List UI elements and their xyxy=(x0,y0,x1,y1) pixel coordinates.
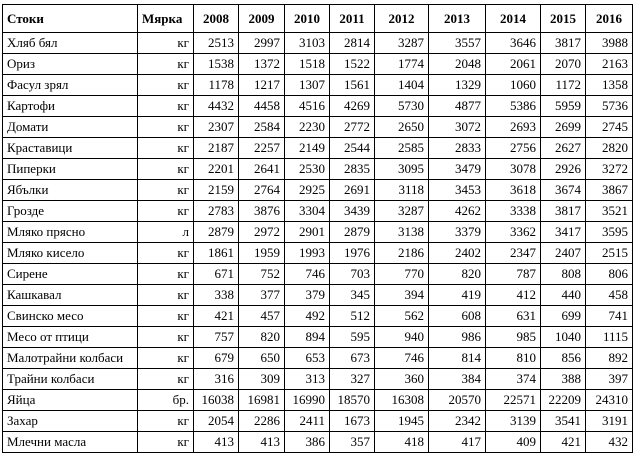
unit-cell: кг xyxy=(138,117,194,138)
product-name-cell: Захар xyxy=(3,411,138,432)
value-cell: 3139 xyxy=(486,411,541,432)
value-cell: 1993 xyxy=(285,243,330,264)
value-cell: 338 xyxy=(194,285,239,306)
value-cell: 856 xyxy=(541,348,586,369)
value-cell: 16990 xyxy=(285,390,330,411)
product-name-cell: Месо от птици xyxy=(3,327,138,348)
value-cell: 2048 xyxy=(429,54,486,75)
value-cell: 3817 xyxy=(541,201,586,222)
value-cell: 512 xyxy=(330,306,375,327)
value-cell: 3618 xyxy=(486,180,541,201)
unit-cell: кг xyxy=(138,306,194,327)
value-cell: 2879 xyxy=(330,222,375,243)
value-cell: 810 xyxy=(486,348,541,369)
value-cell: 492 xyxy=(285,306,330,327)
value-cell: 3674 xyxy=(541,180,586,201)
product-name-cell: Малотрайни колбаси xyxy=(3,348,138,369)
value-cell: 5386 xyxy=(486,96,541,117)
unit-cell: кг xyxy=(138,243,194,264)
value-cell: 741 xyxy=(586,306,633,327)
value-cell: 3095 xyxy=(375,159,429,180)
product-name-cell: Трайни колбаси xyxy=(3,369,138,390)
value-cell: 4432 xyxy=(194,96,239,117)
value-cell: 892 xyxy=(586,348,633,369)
product-name-cell: Кашкавал xyxy=(3,285,138,306)
value-cell: 808 xyxy=(541,264,586,285)
table-row xyxy=(3,390,633,411)
value-cell: 4458 xyxy=(239,96,285,117)
table-row xyxy=(3,369,633,390)
unit-cell: кг xyxy=(138,75,194,96)
table-row xyxy=(3,117,633,138)
unit-cell: кг xyxy=(138,264,194,285)
value-cell: 746 xyxy=(375,348,429,369)
value-cell: 2347 xyxy=(486,243,541,264)
value-cell: 4269 xyxy=(330,96,375,117)
value-cell: 3304 xyxy=(285,201,330,222)
value-cell: 3557 xyxy=(429,33,486,54)
unit-cell: кг xyxy=(138,96,194,117)
value-cell: 16038 xyxy=(194,390,239,411)
value-cell: 3417 xyxy=(541,222,586,243)
value-cell: 1372 xyxy=(239,54,285,75)
table-row xyxy=(3,285,633,306)
value-cell: 2513 xyxy=(194,33,239,54)
value-cell: 699 xyxy=(541,306,586,327)
value-cell: 316 xyxy=(194,369,239,390)
value-cell: 1358 xyxy=(586,75,633,96)
value-cell: 2402 xyxy=(429,243,486,264)
table-row xyxy=(3,201,633,222)
value-cell: 2584 xyxy=(239,117,285,138)
product-name-cell: Картофи xyxy=(3,96,138,117)
header-year: 2015 xyxy=(541,5,586,33)
unit-cell: л xyxy=(138,222,194,243)
value-cell: 1561 xyxy=(330,75,375,96)
value-cell: 16308 xyxy=(375,390,429,411)
value-cell: 1172 xyxy=(541,75,586,96)
value-cell: 313 xyxy=(285,369,330,390)
value-cell: 2530 xyxy=(285,159,330,180)
value-cell: 3439 xyxy=(330,201,375,222)
table-row xyxy=(3,222,633,243)
table-row xyxy=(3,264,633,285)
value-cell: 3379 xyxy=(429,222,486,243)
value-cell: 746 xyxy=(285,264,330,285)
value-cell: 562 xyxy=(375,306,429,327)
value-cell: 2972 xyxy=(239,222,285,243)
value-cell: 1217 xyxy=(239,75,285,96)
table-row xyxy=(3,306,633,327)
value-cell: 2650 xyxy=(375,117,429,138)
table-row xyxy=(3,159,633,180)
value-cell: 2693 xyxy=(486,117,541,138)
unit-cell: кг xyxy=(138,432,194,453)
product-name-cell: Яйца xyxy=(3,390,138,411)
value-cell: 2879 xyxy=(194,222,239,243)
value-cell: 412 xyxy=(486,285,541,306)
value-cell: 397 xyxy=(586,369,633,390)
value-cell: 413 xyxy=(194,432,239,453)
value-cell: 985 xyxy=(486,327,541,348)
table-row xyxy=(3,411,633,432)
unit-cell: бр. xyxy=(138,390,194,411)
data-table xyxy=(2,4,633,453)
value-cell: 1060 xyxy=(486,75,541,96)
value-cell: 4516 xyxy=(285,96,330,117)
product-name-cell: Фасул зрял xyxy=(3,75,138,96)
value-cell: 417 xyxy=(429,432,486,453)
value-cell: 2061 xyxy=(486,54,541,75)
product-name-cell: Сирене xyxy=(3,264,138,285)
value-cell: 2820 xyxy=(586,138,633,159)
value-cell: 3595 xyxy=(586,222,633,243)
value-cell: 757 xyxy=(194,327,239,348)
value-cell: 345 xyxy=(330,285,375,306)
value-cell: 2641 xyxy=(239,159,285,180)
unit-cell: кг xyxy=(138,138,194,159)
unit-cell: кг xyxy=(138,180,194,201)
value-cell: 2835 xyxy=(330,159,375,180)
value-cell: 418 xyxy=(375,432,429,453)
value-cell: 1115 xyxy=(586,327,633,348)
value-cell: 3988 xyxy=(586,33,633,54)
product-name-cell: Ябълки xyxy=(3,180,138,201)
value-cell: 327 xyxy=(330,369,375,390)
value-cell: 2342 xyxy=(429,411,486,432)
header-product: Стоки xyxy=(3,5,138,33)
value-cell: 2926 xyxy=(541,159,586,180)
value-cell: 2745 xyxy=(586,117,633,138)
value-cell: 440 xyxy=(541,285,586,306)
value-cell: 18570 xyxy=(330,390,375,411)
value-cell: 2515 xyxy=(586,243,633,264)
unit-cell: кг xyxy=(138,33,194,54)
value-cell: 2070 xyxy=(541,54,586,75)
unit-cell: кг xyxy=(138,369,194,390)
value-cell: 820 xyxy=(239,327,285,348)
table-row xyxy=(3,33,633,54)
unit-cell: кг xyxy=(138,327,194,348)
value-cell: 22571 xyxy=(486,390,541,411)
value-cell: 360 xyxy=(375,369,429,390)
table-row xyxy=(3,348,633,369)
value-cell: 421 xyxy=(541,432,586,453)
value-cell: 4262 xyxy=(429,201,486,222)
value-cell: 419 xyxy=(429,285,486,306)
table-container xyxy=(2,4,633,453)
value-cell: 2407 xyxy=(541,243,586,264)
value-cell: 3103 xyxy=(285,33,330,54)
table-row xyxy=(3,96,633,117)
value-cell: 432 xyxy=(586,432,633,453)
value-cell: 3118 xyxy=(375,180,429,201)
product-name-cell: Хляб бял xyxy=(3,33,138,54)
value-cell: 770 xyxy=(375,264,429,285)
value-cell: 394 xyxy=(375,285,429,306)
value-cell: 650 xyxy=(239,348,285,369)
product-name-cell: Домати xyxy=(3,117,138,138)
value-cell: 2149 xyxy=(285,138,330,159)
value-cell: 2201 xyxy=(194,159,239,180)
value-cell: 2411 xyxy=(285,411,330,432)
value-cell: 2286 xyxy=(239,411,285,432)
value-cell: 2307 xyxy=(194,117,239,138)
unit-cell: кг xyxy=(138,348,194,369)
value-cell: 3287 xyxy=(375,33,429,54)
product-name-cell: Пиперки xyxy=(3,159,138,180)
value-cell: 814 xyxy=(429,348,486,369)
table-row xyxy=(3,75,633,96)
header-year: 2008 xyxy=(194,5,239,33)
value-cell: 653 xyxy=(285,348,330,369)
value-cell: 631 xyxy=(486,306,541,327)
product-name-cell: Краставици xyxy=(3,138,138,159)
value-cell: 24310 xyxy=(586,390,633,411)
value-cell: 421 xyxy=(194,306,239,327)
header-year: 2009 xyxy=(239,5,285,33)
product-name-cell: Млечни масла xyxy=(3,432,138,453)
value-cell: 3867 xyxy=(586,180,633,201)
value-cell: 2159 xyxy=(194,180,239,201)
value-cell: 2187 xyxy=(194,138,239,159)
value-cell: 3521 xyxy=(586,201,633,222)
header-year: 2013 xyxy=(429,5,486,33)
value-cell: 3287 xyxy=(375,201,429,222)
value-cell: 1329 xyxy=(429,75,486,96)
value-cell: 357 xyxy=(330,432,375,453)
value-cell: 384 xyxy=(429,369,486,390)
value-cell: 1518 xyxy=(285,54,330,75)
value-cell: 413 xyxy=(239,432,285,453)
value-cell: 787 xyxy=(486,264,541,285)
value-cell: 3272 xyxy=(586,159,633,180)
value-cell: 2163 xyxy=(586,54,633,75)
value-cell: 2833 xyxy=(429,138,486,159)
value-cell: 1040 xyxy=(541,327,586,348)
value-cell: 2772 xyxy=(330,117,375,138)
value-cell: 1945 xyxy=(375,411,429,432)
value-cell: 1538 xyxy=(194,54,239,75)
unit-cell: кг xyxy=(138,411,194,432)
value-cell: 457 xyxy=(239,306,285,327)
value-cell: 2054 xyxy=(194,411,239,432)
value-cell: 1959 xyxy=(239,243,285,264)
value-cell: 3362 xyxy=(486,222,541,243)
table-row xyxy=(3,432,633,453)
value-cell: 1522 xyxy=(330,54,375,75)
product-name-cell: Мляко прясно xyxy=(3,222,138,243)
value-cell: 1404 xyxy=(375,75,429,96)
value-cell: 2925 xyxy=(285,180,330,201)
value-cell: 2627 xyxy=(541,138,586,159)
unit-cell: кг xyxy=(138,54,194,75)
table-row xyxy=(3,138,633,159)
value-cell: 1178 xyxy=(194,75,239,96)
header-year: 2016 xyxy=(586,5,633,33)
value-cell: 5959 xyxy=(541,96,586,117)
product-name-cell: Грозде xyxy=(3,201,138,222)
value-cell: 894 xyxy=(285,327,330,348)
table-row xyxy=(3,243,633,264)
value-cell: 377 xyxy=(239,285,285,306)
unit-cell: кг xyxy=(138,201,194,222)
value-cell: 3479 xyxy=(429,159,486,180)
value-cell: 2585 xyxy=(375,138,429,159)
value-cell: 3078 xyxy=(486,159,541,180)
value-cell: 679 xyxy=(194,348,239,369)
value-cell: 5736 xyxy=(586,96,633,117)
value-cell: 388 xyxy=(541,369,586,390)
value-cell: 671 xyxy=(194,264,239,285)
unit-cell: кг xyxy=(138,285,194,306)
value-cell: 940 xyxy=(375,327,429,348)
value-cell: 820 xyxy=(429,264,486,285)
value-cell: 2764 xyxy=(239,180,285,201)
value-cell: 2814 xyxy=(330,33,375,54)
value-cell: 3072 xyxy=(429,117,486,138)
value-cell: 2997 xyxy=(239,33,285,54)
value-cell: 309 xyxy=(239,369,285,390)
value-cell: 2257 xyxy=(239,138,285,159)
value-cell: 2756 xyxy=(486,138,541,159)
header-unit: Мярка xyxy=(138,5,194,33)
value-cell: 1774 xyxy=(375,54,429,75)
value-cell: 3138 xyxy=(375,222,429,243)
value-cell: 1673 xyxy=(330,411,375,432)
value-cell: 3191 xyxy=(586,411,633,432)
header-row xyxy=(3,5,633,33)
unit-cell: кг xyxy=(138,159,194,180)
header-year: 2010 xyxy=(285,5,330,33)
value-cell: 703 xyxy=(330,264,375,285)
table-row xyxy=(3,327,633,348)
value-cell: 806 xyxy=(586,264,633,285)
value-cell: 3876 xyxy=(239,201,285,222)
value-cell: 5730 xyxy=(375,96,429,117)
value-cell: 986 xyxy=(429,327,486,348)
value-cell: 4877 xyxy=(429,96,486,117)
value-cell: 379 xyxy=(285,285,330,306)
header-year: 2012 xyxy=(375,5,429,33)
value-cell: 22209 xyxy=(541,390,586,411)
value-cell: 3338 xyxy=(486,201,541,222)
value-cell: 458 xyxy=(586,285,633,306)
value-cell: 374 xyxy=(486,369,541,390)
value-cell: 16981 xyxy=(239,390,285,411)
product-name-cell: Свинско месо xyxy=(3,306,138,327)
value-cell: 673 xyxy=(330,348,375,369)
product-name-cell: Мляко кисело xyxy=(3,243,138,264)
value-cell: 2691 xyxy=(330,180,375,201)
value-cell: 3541 xyxy=(541,411,586,432)
header-year: 2014 xyxy=(486,5,541,33)
value-cell: 2699 xyxy=(541,117,586,138)
table-row xyxy=(3,54,633,75)
value-cell: 3453 xyxy=(429,180,486,201)
value-cell: 595 xyxy=(330,327,375,348)
value-cell: 20570 xyxy=(429,390,486,411)
value-cell: 2783 xyxy=(194,201,239,222)
value-cell: 608 xyxy=(429,306,486,327)
value-cell: 386 xyxy=(285,432,330,453)
table-row xyxy=(3,180,633,201)
value-cell: 2186 xyxy=(375,243,429,264)
value-cell: 409 xyxy=(486,432,541,453)
value-cell: 1307 xyxy=(285,75,330,96)
value-cell: 752 xyxy=(239,264,285,285)
value-cell: 2901 xyxy=(285,222,330,243)
value-cell: 1976 xyxy=(330,243,375,264)
value-cell: 2544 xyxy=(330,138,375,159)
header-year: 2011 xyxy=(330,5,375,33)
product-name-cell: Ориз xyxy=(3,54,138,75)
value-cell: 3646 xyxy=(486,33,541,54)
value-cell: 1861 xyxy=(194,243,239,264)
value-cell: 2230 xyxy=(285,117,330,138)
value-cell: 3817 xyxy=(541,33,586,54)
